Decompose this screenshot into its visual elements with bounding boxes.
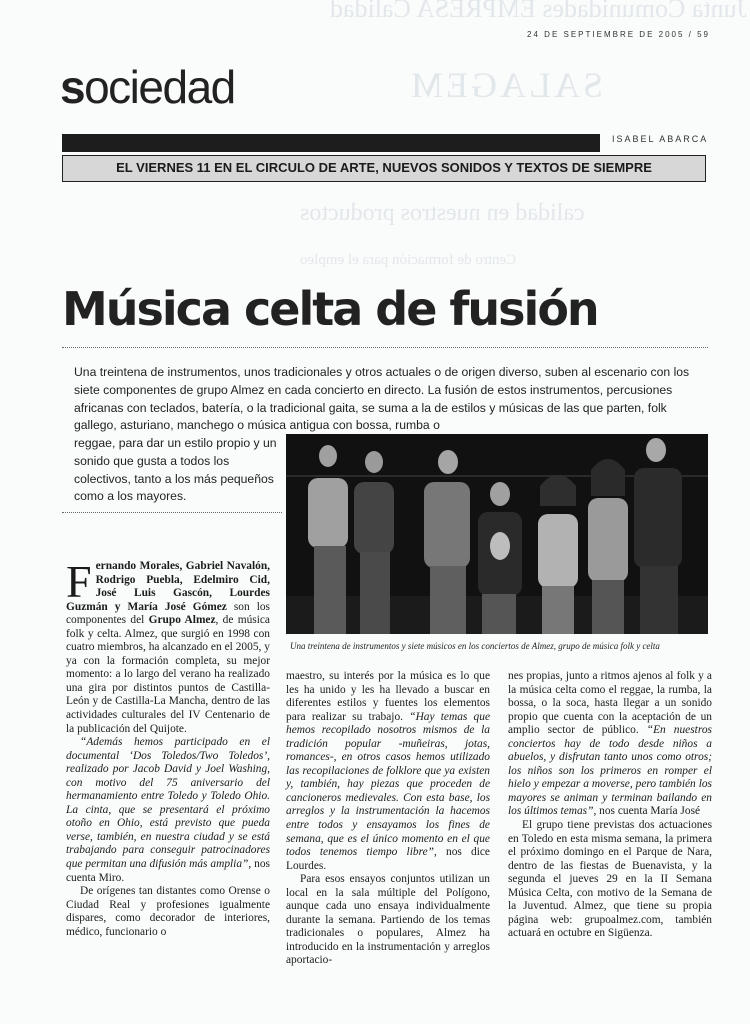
body-paragraph: De orígenes tan distantes como Orense o Ciudad Real y profesiones igualmente dispares, como decorador de interiores, médico, funcionario o	[66, 885, 270, 938]
body-text: , nos dice Lourdes.	[286, 846, 490, 872]
date-page-number: 24 DE SEPTIEMBRE DE 2005 / 59	[527, 30, 710, 39]
drop-cap: F	[66, 556, 92, 607]
body-text: , de música folk y celta. Almez, que surgió en 1998 con cuatro miembros, ha alcanzado en el 2005, y ya con la formación completa, su mejor momento: a lo largo del verano ha realizado una gira por distintos puntos de Castilla-León y de Castilla-La Mancha, dentro de las actividades culturales del IV Centenario de la publicación del Quijote.	[66, 614, 270, 735]
body-paragraph: Para esos ensayos conjuntos utilizan un local en la sala múltiple del Polígono, aunque cada uno ensaya individualmente durante la semana. Partiendo de los temas tradicionales o populares, Almez ha introducido en la instrumentación y arreglos aportacio-	[286, 873, 490, 967]
article-headline: Música celta de fusión	[62, 282, 598, 336]
show-through-text: Junta Comunidades EMPRESA Calidad	[330, 0, 747, 23]
body-text: nes propias, junto a ritmos ajenos al folk y a la música celta como el reggae, la rumba, la bossa, o la soca, hasta llegar a un sonido propio que cuenta con la aceptación de un amplio sector de público.	[508, 670, 712, 737]
subheadline-box: EL VIERNES 11 EN EL CIRCULO DE ARTE, NUEVOS SONIDOS Y TEXTOS DE SIEMPRE	[62, 155, 706, 182]
article-lead: Una treintena de instrumentos, unos tradicionales y otros actuales o de origen diverso, suben al escenario con los siete componentes de grupo Almez en cada concierto en directo. La fusión de estos instrumentos, percusiones africanas con teclados, batería, o la tradicional gaita, se suma a la de estilos y músicas de las que parten, folk gallego, asturiano, manchego o música antigua con bossa, rumba o	[74, 365, 690, 433]
quote: “Además hemos participado en el documental ‘Dos Toledos/Two Toledos’, realizado por Jacob David y Joel Washing, con motivo del 75 aniversario del hermanamiento entre Toledo y Toledo Ohio. La cinta, que se presentará el próximo otoño en Ohio, está previsto que pueda verse, también, en nuestra ciudad y se está trabajando para conseguir patrocinadores que permitan una difusión más amplia”	[66, 736, 270, 871]
dotted-divider	[62, 347, 708, 348]
body-paragraph	[66, 736, 270, 885]
body-paragraph: El grupo tiene previstas dos actuaciones en Toledo en esta misma semana, la primera el próximo domingo en el Parque de Nara, dentro de las fiestas de Buenavista, y la segunda el jueves 29 en la II Semana Música Celta, con motivo de la Semana de la Juventud. Almez, que tiene su propia página web: grupoalmez.com, también actuará en octubre en Sigüenza.	[508, 819, 712, 940]
section-initial: s	[60, 61, 85, 113]
body-paragraph	[508, 670, 712, 819]
body-column-3	[508, 670, 712, 941]
section-title	[60, 60, 235, 114]
member-names: ernando Morales, Gabriel Navalón, Rodrigo Puebla, Edelmiro Cid, José Luis Gascón, Lourdes Guzmán y María José Gómez	[66, 560, 270, 613]
show-through-text: Centro de formación para el empleo	[300, 252, 517, 268]
show-through-text: SALAGEM	[408, 65, 604, 105]
group-name: Grupo Almez	[148, 614, 216, 627]
body-paragraph	[66, 556, 270, 736]
body-column-2	[286, 670, 490, 968]
show-through-text: calidad en nuestros productos	[300, 200, 585, 226]
quote: “En nuestros conciertos hay de todo desde niños a abuelos, y disfrutan tanto unos como otros; los niños son los primeros en romper el hielo y empezar a moverse, pero también los mayores se animan y terminan bailando en los últimos temas”	[508, 724, 712, 818]
body-text: maestro, su interés por la música es lo que les ha unido y les ha llevado a buscar en diferentes estilos y fuentes los elementos para realizar su trabajo.	[286, 670, 490, 723]
body-column-1	[66, 556, 270, 939]
body-text: son los componentes del	[66, 600, 270, 627]
dotted-divider	[62, 512, 282, 513]
body-text: , nos cuenta María José	[593, 805, 701, 818]
photo-caption: Una treintena de instrumentos y siete músicos en los conciertos de Almez, grupo de música folk y celta	[290, 641, 660, 651]
body-text: , nos cuenta Miro.	[66, 858, 270, 884]
author-byline: ISABEL ABARCA	[612, 134, 709, 144]
quote: “Hay temas que hemos recopilado nosotros mismos de la tradición popular -muñeiras, jotas, romances-, en otros casos hemos utilizado las recopilaciones de folklore que ya existen y, también, hay piezas que proceden de cancioneros medievales. Con esta base, los arreglos y la instrumentación la hacemos entre todos y ensayamos los fines de semana, que es el único momento en el que todos tenemos tiempo libre”	[286, 710, 491, 859]
band-photo-illustration	[286, 434, 708, 634]
band-photo	[286, 434, 708, 634]
article-lead-continued: reggae, para dar un estilo propio y un sonido que gusta a todos los colectivos, tanto a los más pequeños como a los mayores.	[74, 436, 277, 504]
section-rest: ociedad	[84, 61, 235, 113]
body-paragraph	[286, 670, 490, 873]
section-rule	[62, 134, 600, 152]
